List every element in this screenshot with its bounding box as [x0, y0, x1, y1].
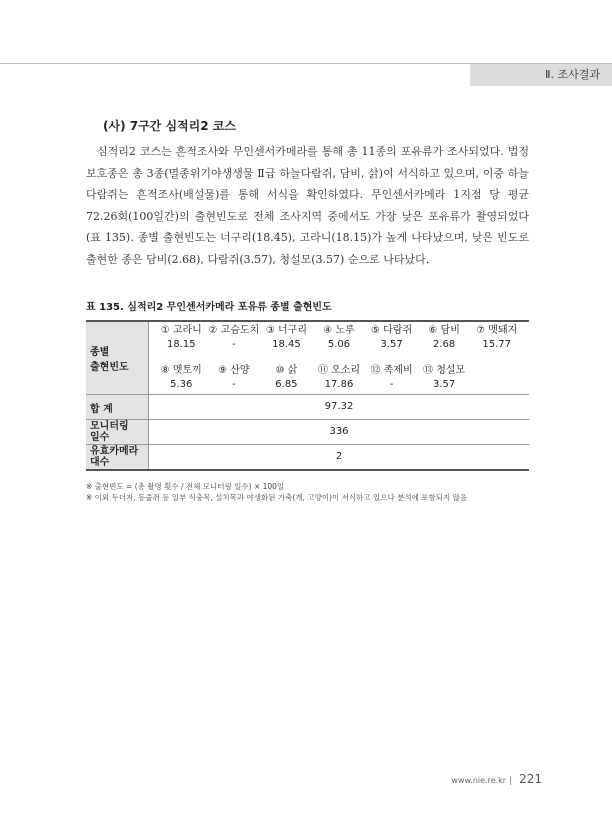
species-frequency: 6.85: [275, 379, 298, 390]
species-frequency: 3.57: [380, 339, 403, 350]
species-name: ⑧ 멧토끼: [160, 365, 202, 376]
body-paragraph: 심적리2 코스는 흔적조사와 무인센서카메라를 통해 총 11종의 포유류가 조사되었다. 법정보호종은 총 3종(멸종위기야생생물 Ⅱ급 하늘다람쥐, 담비, 삵)이 서식하고 있으며, 이중 하늘다람쥐는 흔적조사(배설물)를 통해 서식을 확인하였다. 무인센서카메라 1지점 당 평균 72.26회(100일간)의 출현빈도로 전체 조사지역 중에서도 가장 낮은 포유류가 촬영되었다(표 135). 종별 출현빈도는 너구리(18.45), 고라니(18.15)가 높게 나타났으며, 낮은 빈도로 출현한 종은 담비(2.68), 다람쥐(3.57), 청설모(3.57) 순으로 나타났다.: [86, 145, 529, 266]
species-frequency: -: [232, 339, 236, 350]
camera-value: 2: [149, 445, 530, 471]
species-name: ⑩ 삵: [275, 365, 298, 376]
species-frequency: -: [232, 379, 236, 390]
total-label: 합 계: [86, 395, 149, 420]
species-name: ② 고슴도치: [208, 325, 260, 336]
page-footer: [451, 772, 542, 786]
species-row: [86, 321, 529, 395]
species-name: ⑨ 산양: [218, 365, 250, 376]
camera-row: [86, 445, 529, 471]
species-frequency: 17.86: [324, 379, 354, 390]
table-title: 표 135. 심적리2 무인센서카메라 포유류 종별 출현빈도: [86, 302, 332, 313]
monitoring-row: [86, 420, 529, 445]
note-line: ※ 이외 두더지, 등줄쥐 등 일부 식충목, 설치목과 야생화된 가축(개, 고양이)이 서식하고 있으나 분석에 포함되지 않음: [86, 493, 468, 502]
species-name: ⑫ 족제비: [370, 365, 413, 376]
page-number: 221: [519, 772, 542, 786]
monitoring-label: 모니터링 일수: [86, 420, 149, 445]
species-name: ⑥ 담비: [428, 325, 460, 336]
species-frequency: [470, 378, 523, 392]
chapter-tab: Ⅱ. 조사결과: [470, 64, 612, 86]
species-name: ⑬ 청설모: [423, 365, 466, 376]
body-text: [86, 141, 529, 271]
total-row: [86, 395, 529, 420]
section-heading: (사) 7구간 심적리2 코스: [103, 119, 236, 133]
species-grid-1: [149, 322, 529, 354]
species-name: ① 고라니: [160, 325, 202, 336]
species-frequency: -: [389, 379, 394, 390]
species-grid-2: [149, 362, 529, 394]
species-name: ③ 너구리: [265, 325, 307, 336]
monitoring-value: 336: [149, 420, 530, 445]
species-label: 종별 출현빈도: [86, 321, 149, 395]
species-name: ④ 노루: [323, 325, 355, 336]
species-cell: [149, 321, 530, 395]
species-frequency: 5.36: [170, 379, 193, 390]
species-frequency: 3.57: [433, 379, 456, 390]
species-frequency: 2.68: [433, 339, 456, 350]
footer-url: www.nie.re.kr: [451, 776, 507, 785]
table-notes: [86, 481, 536, 503]
species-name: ⑦ 멧돼지: [476, 325, 518, 336]
frequency-table: [86, 320, 529, 471]
species-frequency: 5.06: [327, 339, 351, 350]
species-name: ⑪ 오소리: [317, 365, 361, 376]
note-line: ※ 출현빈도 = (총 촬영 횟수 / 전체 모니터링 일수) × 100일: [86, 482, 285, 491]
species-frequency: 15.77: [482, 339, 512, 350]
camera-label: 유효카메라 대수: [86, 445, 149, 471]
species-frequency: 18.45: [272, 339, 301, 350]
species-frequency: 18.15: [166, 339, 196, 350]
species-name: [470, 364, 523, 378]
footer-separator: [510, 776, 511, 785]
species-name: ⑤ 다람쥐: [371, 325, 413, 336]
total-value: 97.32: [149, 395, 530, 420]
